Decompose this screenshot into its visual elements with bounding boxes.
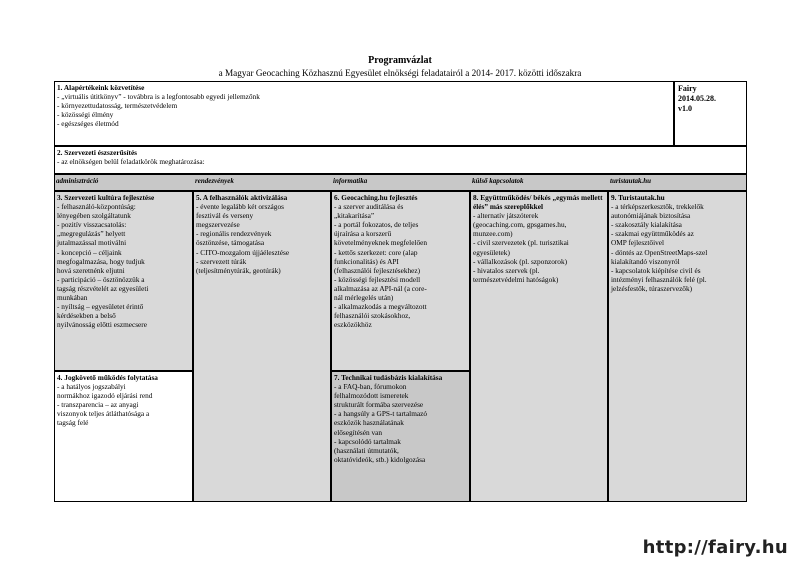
section-3-box [54, 191, 193, 371]
watermark-url: http://fairy.hu [642, 537, 788, 558]
section-3-line: - nyíltság – egyesületet érintő [57, 302, 144, 312]
section-5-line: (teljesítménytúrák, geotúrák) [196, 265, 281, 275]
section-9-line: - szakmai együttműködés az [611, 229, 694, 239]
section-3-line: munkában [57, 293, 88, 303]
section-2-box [54, 146, 747, 174]
section-9-line: kialakítandó viszonyról [611, 256, 680, 266]
section-5-heading: 5. A felhasználók aktivizálása [196, 193, 288, 202]
section-2-heading: 2. Szervezeti észszerűsítés [57, 148, 138, 157]
section-3-line: kérdésekben a belső [57, 311, 116, 321]
category-external-relations: külső kapcsolatok [472, 177, 524, 185]
section-6-line: funkcionalitás) és API [334, 256, 399, 266]
section-9-box [608, 191, 747, 502]
section-6-line: nál mérlegelés után) [334, 293, 394, 303]
section-7-heading: 7. Technikai tudásbázis kialakítása [334, 373, 443, 382]
section-1-item: - „virtuális útitkönyv” - továbbra is a legfontosabb egyedi jellemzőnk [57, 92, 260, 102]
section-6-line: eszközökhöz [334, 320, 372, 330]
section-6-line: - alkalmazkodás a megváltozott [334, 302, 427, 312]
section-3-heading: 3. Szervezeti kultúra fejlesztése [57, 193, 155, 202]
section-6-line: - a portál fokozatos, de teljes [334, 220, 419, 230]
section-9-line: intézményi felhasználók felé (pl. [611, 274, 707, 284]
section-3-line: - koncepció – céljaink [57, 247, 122, 257]
section-5-line: fesztivál és verseny [196, 211, 254, 221]
section-8-line: - civil szervezetek (pl. turisztikai [473, 238, 569, 248]
section-9-line: - szakosztály kialakítása [611, 220, 682, 230]
section-3-line: - participáció – ösztönözzük a [57, 274, 145, 284]
category-it: informatika [333, 177, 368, 185]
section-5-line: ösztönzése, támogatása [196, 238, 265, 248]
section-5-line: megszervezése [196, 220, 240, 230]
section-6-line: újraírása a korszerű [334, 229, 392, 239]
section-4-box [54, 371, 193, 502]
category-administration: adminisztráció [56, 177, 99, 185]
section-7-line: - a FAQ-ban, fórumokon [334, 382, 407, 392]
section-8-heading: 8. Együttműködés/ békés „egymás mellett élés” más szereplőkkel [473, 193, 603, 212]
section-5-line: - szervezett túrák [196, 256, 247, 266]
section-8-line: munzee.com) [473, 229, 513, 239]
section-7-line: (használati útmutatók, [334, 445, 399, 455]
section-7-line: - kapcsolódó tartalmak [334, 436, 401, 446]
section-6-line: - közösségi fejlesztési modell [334, 274, 421, 284]
section-8-line: - hivatalos szervek (pl. [473, 265, 540, 275]
section-5-line: - évente legalább két országos [196, 202, 284, 212]
section-3-line: nyilvánosság előtti eszmecsere [57, 320, 147, 330]
category-events: rendezvények [195, 177, 234, 185]
section-4-line: tagság felé [57, 418, 89, 428]
section-9-line: OMP fejlesztőivel [611, 238, 665, 248]
section-6-heading: 6. Geocaching.hu fejlesztés [334, 193, 418, 202]
section-8-line: - alternatív játszóterek [473, 211, 539, 221]
section-7-line: elősegítésén van [334, 427, 383, 437]
section-1-item: - egészséges életmód [57, 119, 119, 129]
section-3-line: tagság részvételét az egyesületi [57, 283, 149, 293]
section-7-line: felhalmozódott ismeretek [334, 391, 409, 401]
section-3-line: megfogalmazása, hogy tudjuk [57, 256, 145, 266]
section-4-line: normákhoz igazodó eljárási rend [57, 391, 153, 401]
section-2-subtitle: - az elnökségen belül feladatkörök meghatározása: [57, 157, 205, 167]
section-6-line: „kitakarítása” [334, 211, 375, 221]
section-1-item: - közösségi élmény [57, 110, 114, 120]
section-6-line: követelményeknek megfelelően [334, 238, 427, 248]
section-3-line: hová szeretnénk eljutni [57, 265, 125, 275]
section-3-line: lényegében szolgáltatunk [57, 211, 131, 221]
section-6-box [331, 191, 470, 371]
section-6-line: alkalmazása az API-nál (a core- [334, 283, 427, 293]
section-7-line: eszközök használatának [334, 418, 404, 428]
section-7-line: oktatóvideók, stb.) kidolgozása [334, 454, 426, 464]
section-5-line: - regionális rendezvények [196, 229, 272, 239]
section-9-line: autonómiájának biztosítása [611, 211, 691, 221]
section-7-line: - a hangsúly a GPS-t tartalmazó [334, 409, 428, 419]
section-4-line: - a hatályos jogszabályi [57, 382, 126, 392]
section-7-line: strukturált formába szervezése [334, 400, 424, 410]
section-1-item: - környezettudatosság, természetvédelem [57, 101, 178, 111]
section-8-line: - vállalkozások (pl. szponzorok) [473, 256, 568, 266]
section-6-line: - a szerver auditálása és [334, 202, 404, 212]
section-7-box [331, 371, 470, 502]
section-9-line: - a térképszerkesztők, trekkelők [611, 202, 704, 212]
section-8-line: természetvédelmi hatóságok) [473, 274, 559, 284]
document-subtitle: a Magyar Geocaching Közhasznú Egyesület elnökségi feladatairól a 2014- 2017. közötti időszakra [218, 68, 582, 78]
section-3-line: - pozitív visszacsatolás: [57, 220, 127, 230]
section-9-line: - kapcsolatok kiépítése civil és [611, 265, 701, 275]
document-title: Programvázlat [368, 55, 432, 66]
section-6-line: (felhasználói fejlesztésekhez) [334, 265, 421, 275]
section-4-line: viszonyok teljes átláthatósága a [57, 409, 150, 419]
section-9-line: jelzésfestők, túraszervezők) [611, 283, 693, 293]
section-3-line: - felhasználó-központúság: [57, 202, 136, 212]
section-6-line: - kettős szerkezet: core (alap [334, 247, 418, 257]
category-turistautak: turistautak.hu [610, 177, 652, 185]
section-1-heading: 1. Alapértékeink közvetítése [57, 83, 145, 92]
section-8-line: egyesületek) [473, 247, 510, 257]
section-3-line: jutalmazással motiválni [57, 238, 127, 248]
meta-box [674, 81, 747, 146]
meta-date: 2014.05.28. [678, 94, 716, 103]
section-6-line: felhasználói szokásokhoz, [334, 311, 411, 321]
section-4-line: - transzparencia – az anyagi [57, 400, 139, 410]
meta-author: Fairy [678, 84, 697, 93]
section-9-line: - döntés az OpenStreetMaps-szel [611, 247, 708, 257]
section-5-box [193, 191, 331, 502]
section-9-heading: 9. Turistautak.hu [611, 193, 665, 202]
section-4-heading: 4. Jogkövető működés folytatása [57, 373, 158, 382]
section-8-box [470, 191, 608, 502]
section-3-line: „megregulázás” helyett [57, 229, 126, 239]
section-5-line: - CITO-mozgalom újjáélesztése [196, 247, 290, 257]
meta-version: v1.0 [678, 104, 692, 113]
section-8-line: (geocaching.com, gpsgames.hu, [473, 220, 567, 230]
section-1-box [54, 81, 674, 146]
